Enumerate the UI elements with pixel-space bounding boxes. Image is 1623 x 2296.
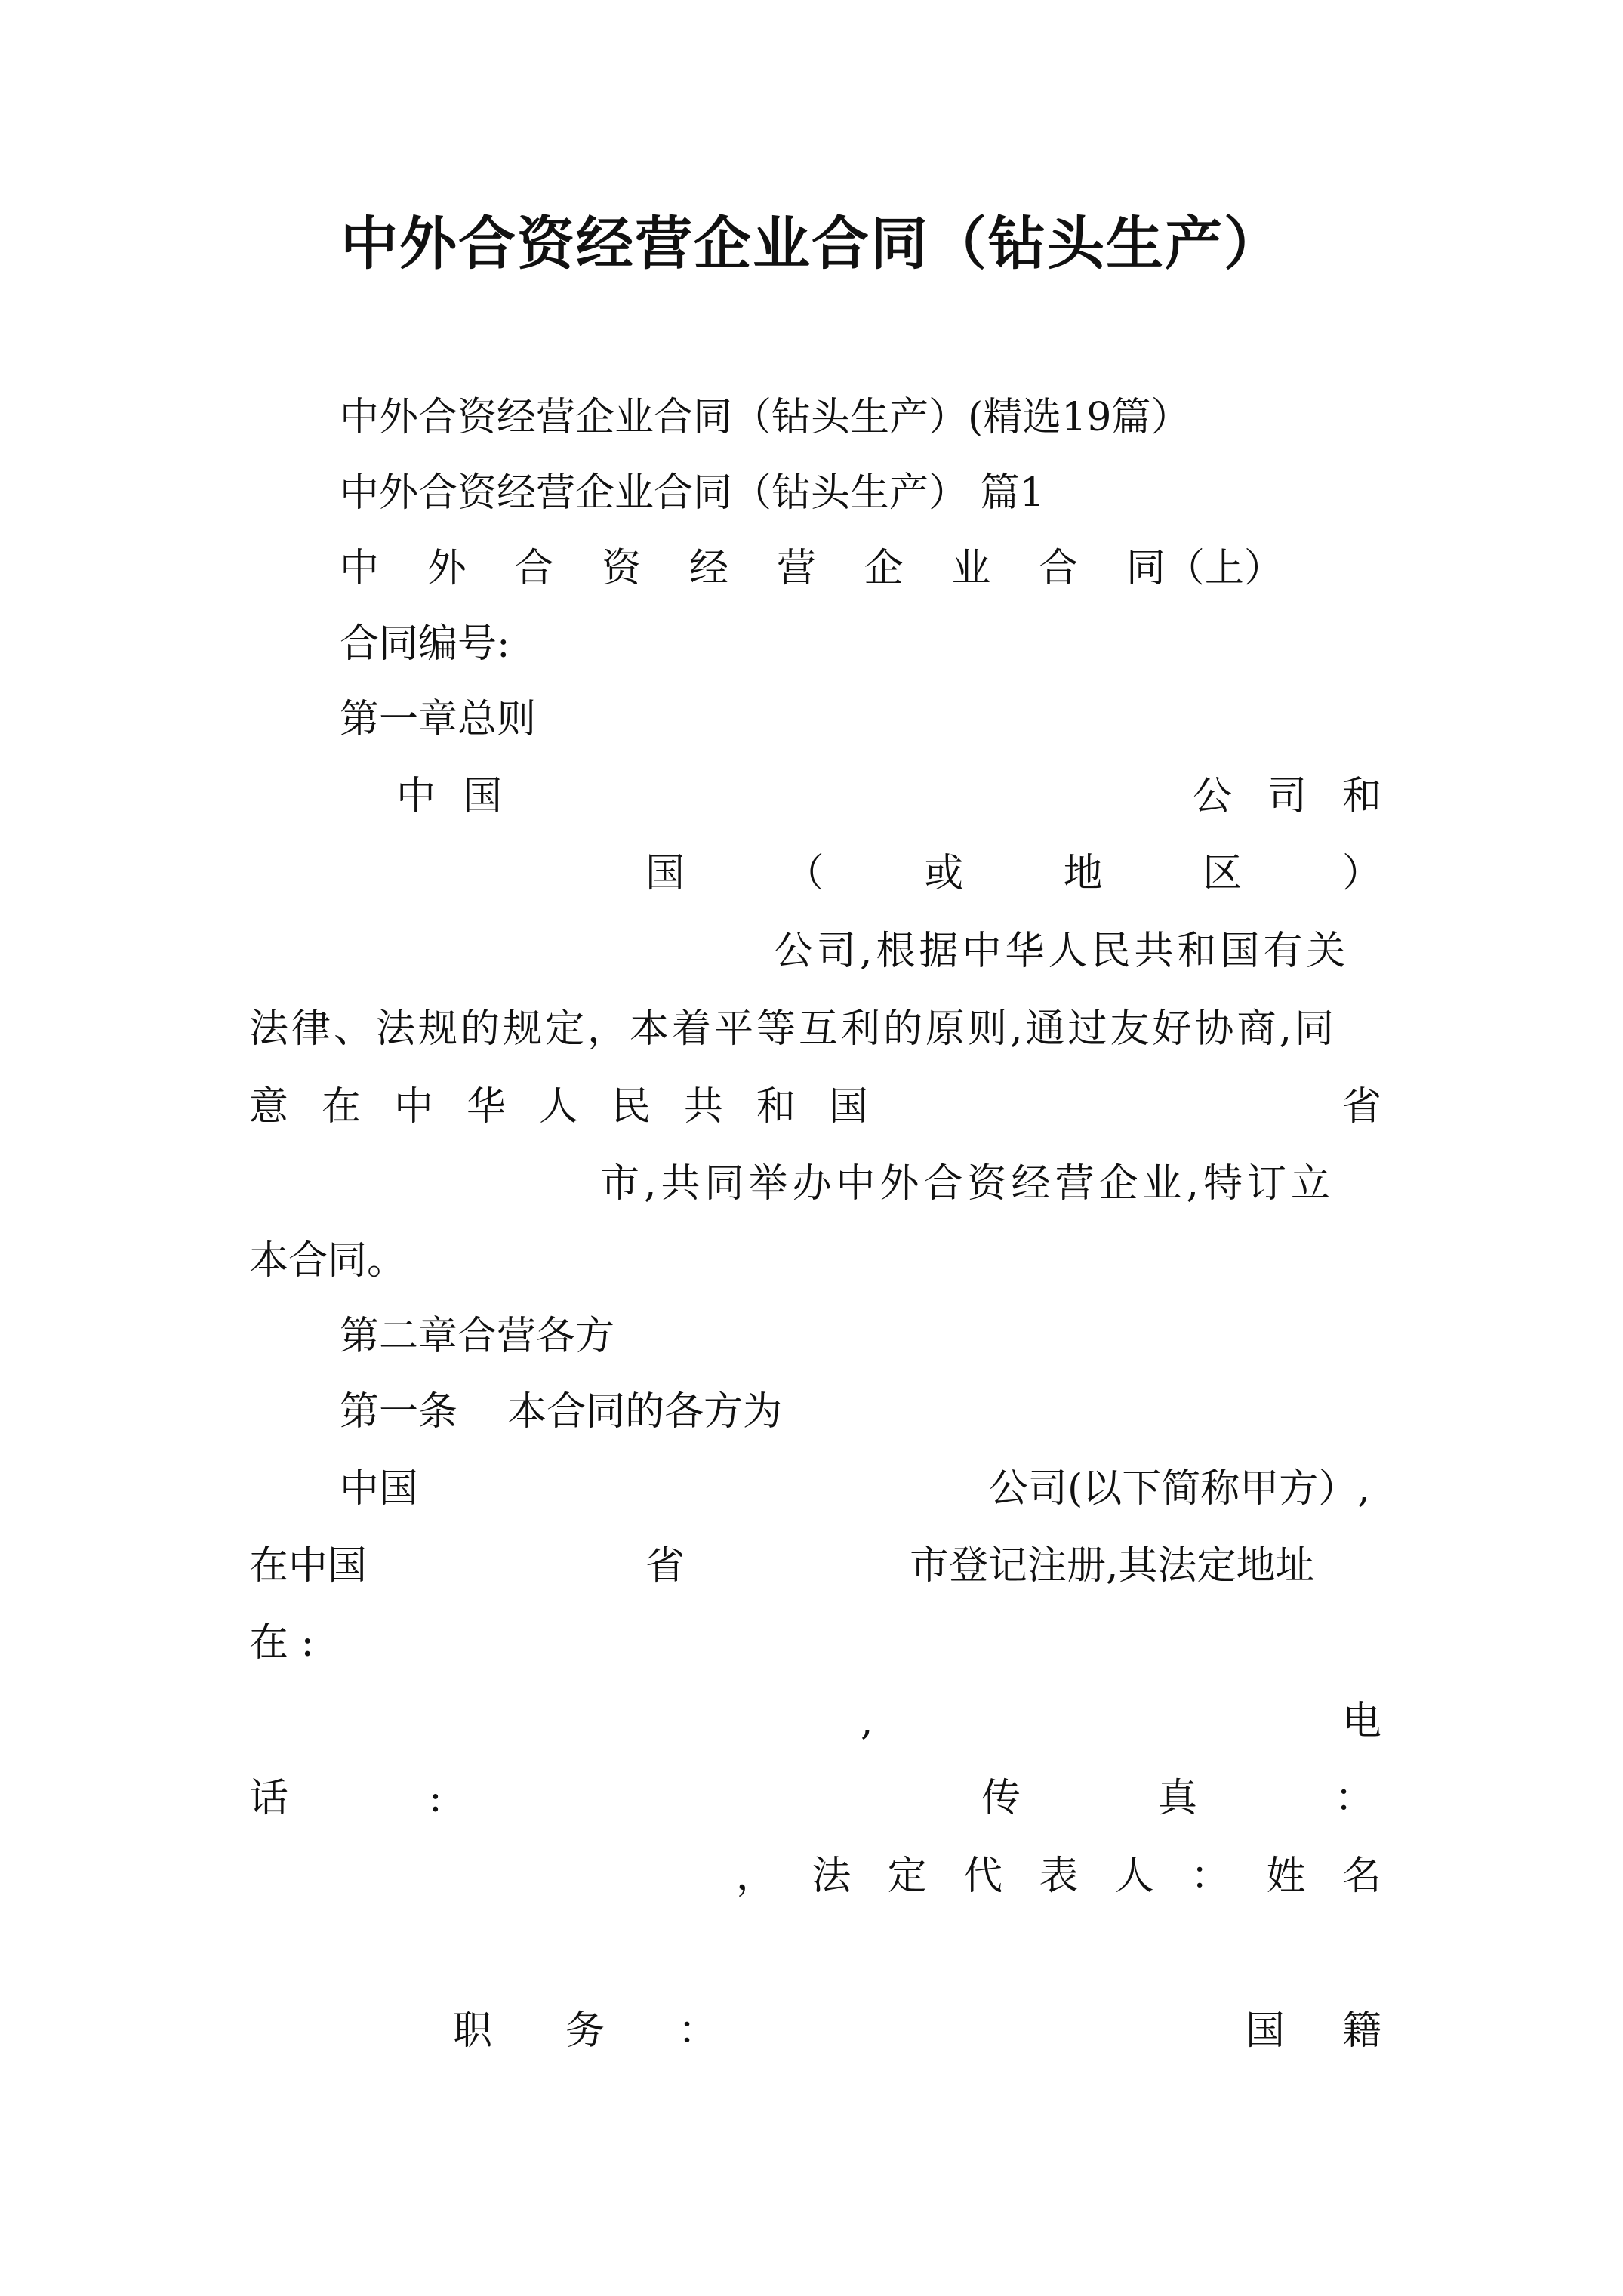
chapter-2-heading: 第二章合营各方: [340, 1314, 615, 1359]
text-char: 中: [393, 1084, 433, 1130]
text-char: 务: [565, 2008, 605, 2054]
text-char: 代: [963, 1854, 1003, 1899]
heading-char: 同（上）: [1126, 546, 1283, 591]
text-char: 或: [924, 851, 964, 896]
p1-line-2: 法律、法规的规定，本着平等互利的原则,通过友好协商,同: [249, 1006, 1338, 1052]
telephone-char-1: 电: [1342, 1699, 1382, 1744]
chapter-1-heading: 第一章总则: [340, 697, 537, 742]
heading-char: 资: [602, 546, 642, 591]
text-char: 名: [1341, 1854, 1381, 1899]
text-char: 区: [1203, 851, 1243, 896]
heading-char: 外: [427, 546, 467, 591]
text-char: 真: [1157, 1776, 1197, 1821]
text-char: 和: [1341, 774, 1381, 819]
p1-company-and: [1193, 774, 1381, 819]
text-char: ，: [736, 1854, 776, 1899]
document-title: 中外合资经营企业合同（钻头生产）: [340, 210, 1283, 277]
text-char: （: [784, 851, 824, 896]
text-char: 地: [1063, 851, 1103, 896]
article-1: 第一条 本合同的各方为: [340, 1389, 783, 1435]
text-char: 共: [683, 1084, 723, 1130]
telephone-char-2: 话: [249, 1776, 289, 1821]
text-char: 和: [756, 1084, 796, 1130]
text-char: ：: [677, 2008, 717, 2054]
heading-char: 营: [776, 546, 816, 591]
heading-char: 企: [864, 546, 904, 591]
party-a-reg-province: 省: [645, 1543, 685, 1589]
text-char: 国: [462, 774, 502, 819]
p1-china: [396, 774, 502, 819]
fax-label: [981, 1776, 1374, 1821]
subtitle-line: 中外合资经营企业合同（钻头生产）(精选19篇）: [340, 395, 1190, 440]
text-char: 司: [1267, 774, 1307, 819]
heading-char: 合: [514, 546, 554, 591]
nationality-label: [1246, 2008, 1381, 2054]
text-char: 华: [466, 1084, 506, 1130]
p1-country-region: [645, 851, 1381, 896]
telephone-colon: :: [429, 1776, 442, 1821]
p1-company-text: 公司,根据中华人民共和国有关: [774, 929, 1350, 974]
party-a-china: 中国: [340, 1466, 419, 1512]
heading-char: 合: [1039, 546, 1079, 591]
text-char: 意: [249, 1084, 289, 1130]
text-char: 在: [321, 1084, 361, 1130]
text-char: 表: [1039, 1854, 1079, 1899]
party-a-at: 在 :: [249, 1620, 315, 1666]
heading-char: 经: [689, 546, 729, 591]
text-char: ：: [1190, 1854, 1230, 1899]
text-char: 籍: [1341, 2008, 1381, 2054]
comma: ,: [861, 1699, 873, 1744]
party-a-company: 公司(以下简称甲方）,: [989, 1466, 1370, 1512]
text-char: 姓: [1266, 1854, 1306, 1899]
text-char: 公: [1193, 774, 1233, 819]
text-char: 中: [396, 774, 436, 819]
text-char: 传: [981, 1776, 1021, 1821]
contract-number-label: 合同编号:: [340, 621, 510, 667]
text-char: 国: [828, 1084, 868, 1130]
piece-line: 中外合资经营企业合同（钻头生产） 篇1: [340, 470, 1045, 516]
text-char: 人: [1114, 1854, 1154, 1899]
p1-line-3: [249, 1084, 868, 1130]
party-a-reg-china: 在中国: [249, 1543, 368, 1589]
p1-line-5: 本合同。: [249, 1238, 407, 1284]
text-char: 定: [887, 1854, 927, 1899]
text-char: 职: [453, 2008, 493, 2054]
legal-representative-label: [736, 1854, 1381, 1899]
text-char: ：: [1334, 1776, 1374, 1821]
text-char: 人: [538, 1084, 578, 1130]
party-a-reg-address: 市登记注册,其法定地址: [910, 1543, 1315, 1589]
text-char: 国: [1246, 2008, 1286, 2054]
text-char: 法: [812, 1854, 852, 1899]
p1-province: 省: [1342, 1084, 1382, 1130]
text-char: 国: [645, 851, 685, 896]
p1-line-4: 市,共同举办中外合资经营企业,特订立: [600, 1161, 1335, 1207]
contract-heading: [340, 546, 1283, 591]
text-char: 民: [611, 1084, 651, 1130]
post-label: [453, 2008, 717, 2054]
heading-char: 中: [340, 546, 380, 591]
text-char: ）: [1341, 851, 1381, 896]
heading-char: 业: [951, 546, 991, 591]
